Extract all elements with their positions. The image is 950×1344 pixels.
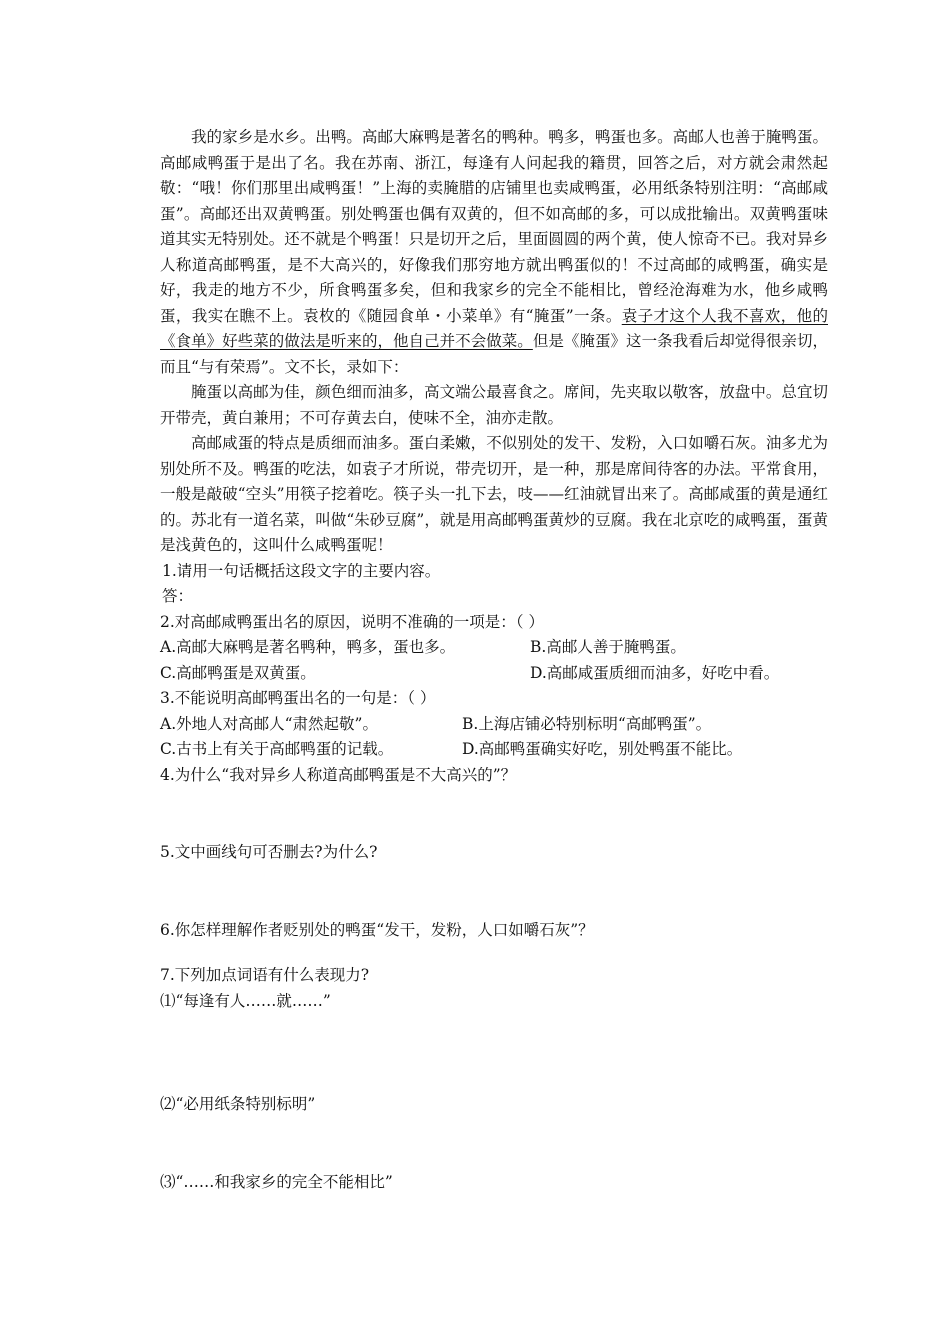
answer-space-5 (160, 866, 828, 918)
passage-paragraph-1-part-a: 我的家乡是水乡。出鸭。高邮大麻鸭是著名的鸭种。鸭多，鸭蛋也多。高邮人也善于腌鸭蛋。高邮咸鸭蛋于是出了名。我在苏南、浙江，每逢有人问起我的籍贯，回答之后，对方就会肃然起敬：“哦！你们那里出咸鸭蛋！”上海的卖腌腊的店铺里也卖咸鸭蛋，必用纸条特别注明：“高邮咸蛋”。高邮还出双黄鸭蛋。别处鸭蛋也偶有双黄的，但不如高邮的多，可以成批输出。双黄鸭蛋味道其实无特别处。还不就是个鸭蛋！只是切开之后，里面圆圆的两个黄，使人惊奇不已。我对异乡人称道高邮鸭蛋，是不大高兴的，好像我们那穷地方就出鸭蛋似的！不过高邮的咸鸭蛋，确实是好，我走的地方不少，所食鸭蛋多矣，但和我家乡的完全不能相比，曾经沧海难为水，他乡咸鸭蛋，我实在瞧不上。袁枚的《随园食单・小菜单》有“腌蛋”一条。 (160, 128, 828, 325)
question-3: 3.不能说明高邮鸭蛋出名的一句是：（ ） (160, 689, 436, 707)
passage-paragraph-1-part-b: 但是《腌蛋》这一条我看后却觉得很亲切，而且“与有荣焉”。文不长，录如下： (160, 332, 828, 376)
question-5: 5.文中画线句可否删去?为什么? (160, 843, 378, 861)
question-1-answer-label: 答： (162, 587, 194, 605)
passage-paragraph-1 (160, 125, 828, 380)
question-2: 2.对高邮咸鸭蛋出名的原因，说明不准确的一项是：（ ） (160, 612, 544, 631)
question-2-option-b: B.高邮人善于腌鸭蛋。 (530, 638, 686, 656)
question-3-option-b: B.上海店铺必特别标明“高邮鸭蛋”。 (462, 714, 712, 733)
question-2-option-d: D.高邮咸蛋质细而油多，好吃中看。 (530, 663, 780, 682)
question-2-options-row-1 (160, 635, 828, 661)
question-7-item-3: ⑶“……和我家乡的完全不能相比” (160, 1172, 393, 1191)
question-4: 4.为什么“我对异乡人称道高邮鸭蛋是不大高兴的”？ (160, 765, 517, 784)
passage-paragraph-3: 高邮咸蛋的特点是质细而油多。蛋白柔嫩，不似别处的发干、发粉，入口如嚼石灰。油多尤为别处所不及。鸭蛋的吃法，如袁子才所说，带壳切开，是一种，那是席间待客的办法。平常食用，一般是敲破“空头”用筷子挖着吃。筷子头一扎下去，吱——红油就冒出来了。高邮咸蛋的黄是通红的。苏北有一道名菜，叫做“朱砂豆腐”，就是用高邮鸭蛋黄炒的豆腐。我在北京吃的咸鸭蛋，蛋黄是浅黄色的，这叫什么咸鸭蛋呢！ (160, 434, 828, 554)
answer-space-4 (160, 788, 828, 840)
answer-space-6 (160, 943, 828, 963)
question-2-option-a: A.高邮大麻鸭是著名鸭种，鸭多，蛋也多。 (160, 638, 456, 656)
passage-paragraph-2-quote: 腌蛋以高邮为佳，颜色细而油多，高文端公最喜食之。席间，先夹取以敬客，放盘中。总宜切开带壳，黄白兼用；不可存黄去白，使味不全，油亦走散。 (160, 383, 828, 427)
document-content (160, 125, 828, 1195)
question-7-item-1: ⑴“每逢有人……就……” (160, 991, 331, 1010)
question-2-option-c: C.高邮鸭蛋是双黄蛋。 (160, 663, 316, 682)
question-3-option-d: D.高邮鸭蛋确实好吃，别处鸭蛋不能比。 (462, 740, 743, 758)
answer-space-7-2 (160, 1118, 828, 1170)
question-3-option-c: C.古书上有关于高邮鸭蛋的记载。 (160, 740, 394, 758)
question-6: 6.你怎样理解作者贬别处的鸭蛋“发干，发粉，人口如嚼石灰”？ (160, 920, 594, 939)
question-7-item-2: ⑵“必用纸条特别标明” (160, 1095, 316, 1113)
underlined-sentence: 袁子才这个人我不喜欢，他的《食单》好些菜的做法是听来的，他自己并不会做菜。 (160, 306, 828, 350)
question-3-options-row-2 (160, 737, 828, 763)
question-3-option-a: A.外地人对高邮人“肃然起敬”。 (160, 714, 378, 733)
question-3-options-row-1 (160, 712, 828, 738)
question-2-options-row-2 (160, 661, 828, 687)
question-7: 7.下列加点词语有什么表现力? (160, 966, 370, 984)
question-1: 1.请用一句话概括这段文字的主要内容。 (162, 561, 441, 580)
answer-space-7-1 (160, 1014, 828, 1092)
